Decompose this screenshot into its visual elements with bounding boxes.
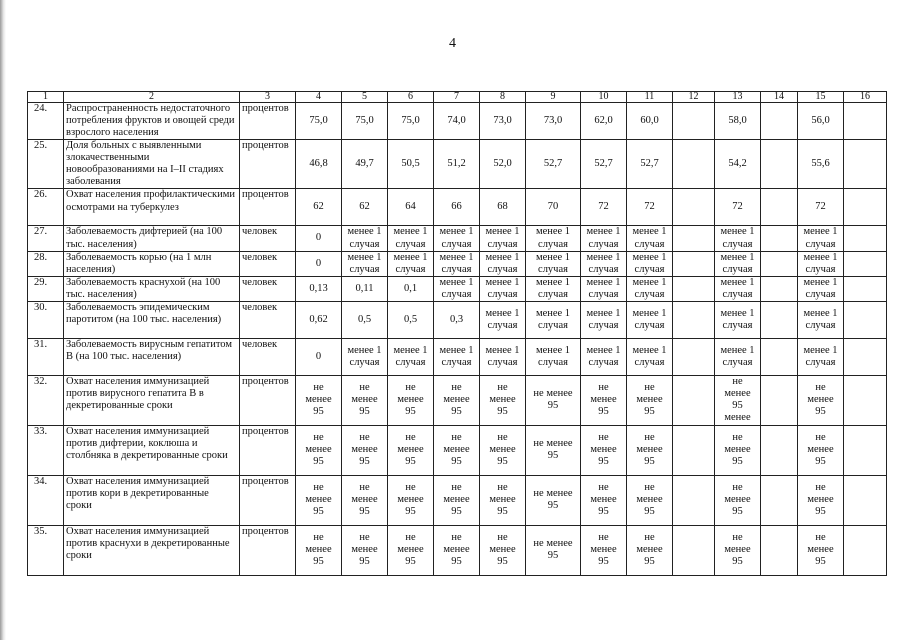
value-cell	[761, 226, 798, 251]
value-cell	[673, 226, 715, 251]
value-cell: не менее 95	[627, 525, 673, 575]
value-cell: не менее 95	[434, 475, 480, 525]
table-body	[28, 92, 887, 576]
value-cell: 72	[581, 189, 627, 226]
value-cell: 62,0	[581, 103, 627, 140]
value-cell: менее 1 случая	[627, 338, 673, 375]
indicator-name: Охват населения иммунизацией против вирусного гепатита В в декретированные сроки	[64, 375, 240, 425]
page-number: 4	[449, 36, 456, 51]
value-cell: менее 1 случая	[480, 338, 526, 375]
indicator-name: Заболеваемость дифтерией (на 100 тыс. населения)	[64, 226, 240, 251]
value-cell: менее 1 случая	[715, 276, 761, 301]
row-number: 31.	[28, 338, 64, 375]
value-cell: менее 1 случая	[715, 301, 761, 338]
column-number-header: 5	[342, 92, 388, 103]
row-number: 24.	[28, 103, 64, 140]
unit-cell: процентов	[240, 375, 296, 425]
value-cell: 49,7	[342, 140, 388, 189]
value-cell: не менее 95	[388, 475, 434, 525]
indicator-name: Охват населения иммунизацией против дифтерии, коклюша и столбняка в декретированные сроки	[64, 425, 240, 475]
table-row	[28, 525, 887, 575]
value-cell: 70	[526, 189, 581, 226]
value-cell: 62	[296, 189, 342, 226]
indicator-name: Заболеваемость эпидемическим паротитом (на 100 тыс. населения)	[64, 301, 240, 338]
value-cell: 46,8	[296, 140, 342, 189]
value-cell	[673, 301, 715, 338]
value-cell	[761, 103, 798, 140]
value-cell: не менее 95	[715, 525, 761, 575]
table-header-row	[28, 92, 887, 103]
value-cell: менее 1 случая	[342, 251, 388, 276]
value-cell: не менее 95	[798, 425, 844, 475]
value-cell: менее 1 случая	[581, 301, 627, 338]
row-number: 26.	[28, 189, 64, 226]
value-cell: менее 1 случая	[342, 226, 388, 251]
value-cell: 72	[627, 189, 673, 226]
table-row	[28, 301, 887, 338]
unit-cell: процентов	[240, 189, 296, 226]
value-cell: менее 1 случая	[434, 338, 480, 375]
value-cell	[673, 189, 715, 226]
value-cell: 58,0	[715, 103, 761, 140]
value-cell	[673, 375, 715, 425]
value-cell: менее 1 случая	[526, 338, 581, 375]
value-cell: не менее 95	[296, 525, 342, 575]
column-number-header: 10	[581, 92, 627, 103]
table-row	[28, 425, 887, 475]
column-number-header: 8	[480, 92, 526, 103]
table-row	[28, 189, 887, 226]
value-cell: менее 1 случая	[715, 226, 761, 251]
row-number: 27.	[28, 226, 64, 251]
value-cell: менее 1 случая	[480, 251, 526, 276]
table-row	[28, 226, 887, 251]
value-cell: менее 1 случая	[388, 338, 434, 375]
value-cell	[761, 525, 798, 575]
value-cell: не менее 95	[434, 425, 480, 475]
value-cell: не менее 95	[798, 375, 844, 425]
table-row	[28, 251, 887, 276]
value-cell: 60,0	[627, 103, 673, 140]
value-cell: 0,5	[342, 301, 388, 338]
value-cell: не менее 95	[715, 475, 761, 525]
value-cell	[844, 525, 887, 575]
column-number-header: 16	[844, 92, 887, 103]
value-cell: 0	[296, 251, 342, 276]
value-cell: 0	[296, 338, 342, 375]
value-cell	[844, 140, 887, 189]
value-cell: не менее 95	[342, 525, 388, 575]
indicator-name: Заболеваемость корью (на 1 млн населения)	[64, 251, 240, 276]
value-cell: 0,11	[342, 276, 388, 301]
value-cell: 52,7	[627, 140, 673, 189]
value-cell: не менее 95	[296, 475, 342, 525]
value-cell: 52,7	[581, 140, 627, 189]
indicator-name: Охват населения профилактическими осмотрами на туберкулез	[64, 189, 240, 226]
table-row	[28, 276, 887, 301]
value-cell	[761, 338, 798, 375]
value-cell: 75,0	[388, 103, 434, 140]
column-number-header: 2	[64, 92, 240, 103]
value-cell	[761, 425, 798, 475]
value-cell: не менее 95	[627, 475, 673, 525]
unit-cell: процентов	[240, 475, 296, 525]
value-cell: не менее 95	[581, 375, 627, 425]
value-cell: менее 1 случая	[627, 276, 673, 301]
value-cell: 66	[434, 189, 480, 226]
value-cell	[844, 226, 887, 251]
indicator-name: Охват населения иммунизацией против краснухи в декретированные сроки	[64, 525, 240, 575]
value-cell: 0,3	[434, 301, 480, 338]
column-number-header: 11	[627, 92, 673, 103]
column-number-header: 12	[673, 92, 715, 103]
value-cell: 73,0	[526, 103, 581, 140]
value-cell: не менее 95	[581, 475, 627, 525]
indicators-table	[27, 91, 887, 576]
value-cell: не менее 95	[342, 475, 388, 525]
value-cell: 75,0	[296, 103, 342, 140]
unit-cell: человек	[240, 301, 296, 338]
column-number-header: 7	[434, 92, 480, 103]
value-cell	[761, 301, 798, 338]
value-cell: не менее 95	[526, 375, 581, 425]
value-cell: менее 1 случая	[581, 276, 627, 301]
value-cell: менее 1 случая	[434, 276, 480, 301]
value-cell: менее 1 случая	[434, 226, 480, 251]
column-number-header: 1	[28, 92, 64, 103]
value-cell	[844, 276, 887, 301]
table-row	[28, 140, 887, 189]
value-cell	[761, 251, 798, 276]
value-cell: не менее 95	[296, 425, 342, 475]
value-cell: 74,0	[434, 103, 480, 140]
value-cell: менее 1 случая	[627, 226, 673, 251]
value-cell: 51,2	[434, 140, 480, 189]
value-cell	[761, 189, 798, 226]
value-cell	[761, 375, 798, 425]
unit-cell: процентов	[240, 140, 296, 189]
scan-left-edge	[0, 0, 6, 640]
row-number: 30.	[28, 301, 64, 338]
indicator-name: Заболеваемость краснухой (на 100 тыс. населения)	[64, 276, 240, 301]
unit-cell: процентов	[240, 103, 296, 140]
value-cell: не менее 95	[715, 425, 761, 475]
value-cell: 68	[480, 189, 526, 226]
value-cell: не менее 95	[627, 425, 673, 475]
value-cell: не менее 95	[526, 475, 581, 525]
value-cell: менее 1 случая	[480, 226, 526, 251]
column-number-header: 4	[296, 92, 342, 103]
column-number-header: 15	[798, 92, 844, 103]
value-cell: менее 1 случая	[627, 301, 673, 338]
value-cell: менее 1 случая	[480, 301, 526, 338]
value-cell: менее 1 случая	[342, 338, 388, 375]
value-cell: 55,6	[798, 140, 844, 189]
value-cell	[844, 301, 887, 338]
value-cell: менее 1 случая	[798, 338, 844, 375]
column-number-header: 3	[240, 92, 296, 103]
value-cell: не менее 95	[342, 375, 388, 425]
value-cell: менее 1 случая	[798, 276, 844, 301]
column-number-header: 6	[388, 92, 434, 103]
value-cell: 0,62	[296, 301, 342, 338]
value-cell: не менее 95	[581, 425, 627, 475]
table-row	[28, 103, 887, 140]
value-cell: 54,2	[715, 140, 761, 189]
value-cell: не менее 95	[480, 375, 526, 425]
value-cell	[673, 251, 715, 276]
unit-cell: человек	[240, 251, 296, 276]
value-cell: 73,0	[480, 103, 526, 140]
value-cell: не менее 95	[581, 525, 627, 575]
value-cell: не менее 95	[342, 425, 388, 475]
unit-cell: человек	[240, 276, 296, 301]
value-cell	[844, 251, 887, 276]
column-number-header: 14	[761, 92, 798, 103]
table-row	[28, 375, 887, 425]
value-cell: не менее 95	[434, 375, 480, 425]
value-cell: менее 1 случая	[798, 251, 844, 276]
column-number-header: 9	[526, 92, 581, 103]
value-cell: менее 1 случая	[715, 251, 761, 276]
value-cell	[844, 375, 887, 425]
indicator-name: Заболеваемость вирусным гепатитом В (на 100 тыс. населения)	[64, 338, 240, 375]
value-cell	[761, 140, 798, 189]
column-number-header: 13	[715, 92, 761, 103]
value-cell: менее 1 случая	[526, 301, 581, 338]
value-cell: не менее 95	[296, 375, 342, 425]
value-cell: 75,0	[342, 103, 388, 140]
value-cell	[844, 338, 887, 375]
value-cell	[844, 103, 887, 140]
unit-cell: человек	[240, 226, 296, 251]
value-cell: менее 1 случая	[526, 276, 581, 301]
value-cell: не менее 95	[798, 525, 844, 575]
unit-cell: человек	[240, 338, 296, 375]
value-cell: 56,0	[798, 103, 844, 140]
row-number: 32.	[28, 375, 64, 425]
value-cell	[673, 140, 715, 189]
value-cell: 0,5	[388, 301, 434, 338]
row-number: 28.	[28, 251, 64, 276]
unit-cell: процентов	[240, 525, 296, 575]
value-cell: 50,5	[388, 140, 434, 189]
unit-cell: процентов	[240, 425, 296, 475]
value-cell: 52,7	[526, 140, 581, 189]
value-cell: не менее 95	[526, 425, 581, 475]
value-cell: 0,1	[388, 276, 434, 301]
value-cell: не менее 95	[480, 475, 526, 525]
table-row	[28, 338, 887, 375]
value-cell: менее 1 случая	[715, 338, 761, 375]
value-cell: не менее 95	[526, 525, 581, 575]
value-cell: 0,13	[296, 276, 342, 301]
row-number: 35.	[28, 525, 64, 575]
value-cell	[844, 189, 887, 226]
value-cell	[673, 425, 715, 475]
value-cell: не менее 95	[480, 525, 526, 575]
value-cell	[673, 276, 715, 301]
value-cell	[673, 103, 715, 140]
table-row	[28, 475, 887, 525]
value-cell: не менее 95	[627, 375, 673, 425]
value-cell: менее 1 случая	[581, 226, 627, 251]
value-cell: не менее 95	[388, 525, 434, 575]
value-cell	[673, 475, 715, 525]
value-cell: не менее 95	[388, 375, 434, 425]
value-cell	[761, 276, 798, 301]
indicator-name: Охват населения иммунизацией против кори в декретированные сроки	[64, 475, 240, 525]
value-cell: менее 1 случая	[526, 226, 581, 251]
indicator-name: Доля больных с выявленными злокачественными новообразованиями на I–II стадиях заболевания	[64, 140, 240, 189]
row-number: 33.	[28, 425, 64, 475]
value-cell: менее 1 случая	[388, 251, 434, 276]
indicator-name: Распространенность недостаточного потребления фруктов и овощей среди взрослого населения	[64, 103, 240, 140]
value-cell: менее 1 случая	[388, 226, 434, 251]
value-cell: не менее 95 менее	[715, 375, 761, 425]
value-cell: 64	[388, 189, 434, 226]
value-cell: 72	[715, 189, 761, 226]
value-cell: менее 1 случая	[480, 276, 526, 301]
row-number: 29.	[28, 276, 64, 301]
value-cell: 0	[296, 226, 342, 251]
value-cell: 62	[342, 189, 388, 226]
value-cell: не менее 95	[798, 475, 844, 525]
value-cell: менее 1 случая	[798, 226, 844, 251]
value-cell: не менее 95	[480, 425, 526, 475]
value-cell: менее 1 случая	[581, 251, 627, 276]
value-cell	[761, 475, 798, 525]
value-cell	[844, 425, 887, 475]
value-cell: не менее 95	[388, 425, 434, 475]
value-cell: менее 1 случая	[526, 251, 581, 276]
value-cell	[673, 338, 715, 375]
value-cell: менее 1 случая	[581, 338, 627, 375]
value-cell: менее 1 случая	[798, 301, 844, 338]
value-cell: 52,0	[480, 140, 526, 189]
row-number: 34.	[28, 475, 64, 525]
value-cell: менее 1 случая	[434, 251, 480, 276]
value-cell	[673, 525, 715, 575]
value-cell: 72	[798, 189, 844, 226]
value-cell: не менее 95	[434, 525, 480, 575]
row-number: 25.	[28, 140, 64, 189]
value-cell: менее 1 случая	[627, 251, 673, 276]
value-cell	[844, 475, 887, 525]
